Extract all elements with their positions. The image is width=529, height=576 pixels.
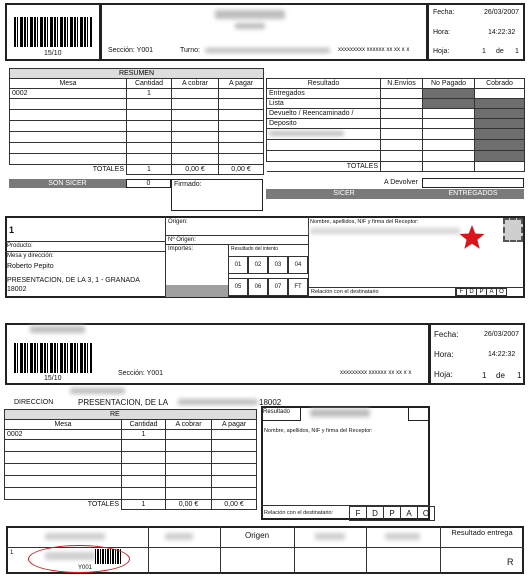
barcode-number-2: 15/10 (44, 375, 62, 382)
cell (172, 89, 219, 99)
table-row (5, 464, 257, 476)
recipient-cp: 18002 (7, 286, 27, 293)
fdpao-a: A (486, 289, 496, 295)
resumen-title: RESUMEN (10, 69, 264, 79)
col-resultado-entrega: Resultado entrega (451, 528, 513, 537)
fdpao-o: O (496, 289, 506, 295)
fecha-label-2: Fecha: (434, 330, 459, 339)
hoja-de-2: de (496, 371, 505, 380)
firma-receptor-label-2: Nombre, apellidos, NIF y firma del Receptor: (264, 428, 373, 434)
table-row (267, 140, 525, 151)
code-04: 04 (288, 256, 308, 274)
code-06: 06 (248, 278, 268, 296)
seccion-label: Sección: Y001 (108, 47, 154, 54)
fdpao-a: A (400, 506, 418, 521)
divider (5, 251, 165, 252)
row-number: 1 (10, 550, 14, 556)
direccion-value: PRESENTACION, DE LA (78, 398, 169, 407)
resultado-table (266, 78, 525, 172)
col-cantidad: Cantidad (127, 79, 172, 89)
col-mesa-2: Mesa (5, 420, 122, 430)
table-row (5, 452, 257, 464)
totales-pagar: 0,00 € (219, 165, 264, 175)
seccion-label-2: Sección: Y001 (118, 370, 164, 377)
code-03: 03 (268, 256, 288, 274)
code-02: 02 (248, 256, 268, 274)
row-code: Y001 (78, 565, 93, 571)
col-cobrado: Cobrado (475, 79, 525, 89)
cliente-code: xxxxxxxxx xxxxxx xx xx x x (338, 47, 410, 53)
importes-shade (166, 285, 228, 297)
table-row (267, 109, 525, 119)
divider (440, 526, 441, 574)
hora-label: Hora: (433, 29, 451, 36)
fecha-value: 26/03/2007 (484, 9, 520, 16)
son-sicer-label: SON SICER (9, 179, 126, 188)
entregados-label: ENTREGADOS (422, 189, 524, 199)
cell: Deposito (267, 119, 381, 129)
totales-cobrar-2: 0,00 € (166, 500, 212, 510)
totales-cantidad: 1 (127, 165, 172, 175)
code-05: 05 (228, 278, 248, 296)
fdpao-f: F (349, 506, 367, 521)
redacted-resultado2 (310, 409, 370, 417)
redacted-direccion-top (70, 388, 125, 394)
cell: 0002 (5, 430, 122, 440)
delivery-number: 1 (9, 225, 15, 235)
hora-label-2: Hora: (434, 350, 454, 359)
redacted-header-4 (315, 533, 345, 540)
table-row (10, 99, 264, 110)
mesa-direccion-label: Mesa y dirección: (7, 253, 54, 259)
divider (5, 241, 165, 242)
fdpao-d: D (366, 506, 384, 521)
cell: 1 (127, 89, 172, 99)
resumen2-table (4, 409, 257, 510)
redacted-title (215, 10, 285, 19)
producto-label: Producto: (7, 243, 33, 249)
cell: 0002 (10, 89, 127, 99)
table-row (267, 119, 525, 129)
cell: Entregados (267, 89, 381, 99)
direccion-cp: 18002 (259, 398, 282, 407)
cell (219, 89, 264, 99)
col-mesa: Mesa (10, 79, 127, 89)
relacion-label: Relación con el destinatario (311, 289, 379, 295)
hoja-de: de (496, 48, 504, 55)
redacted-title-2 (30, 326, 85, 333)
totales-cantidad-2: 1 (122, 500, 166, 510)
table-row (10, 143, 264, 154)
code-07: 07 (268, 278, 288, 296)
hoja-label: Hoja: (433, 48, 450, 55)
totales-label-2: TOTALES (5, 500, 122, 510)
resultado-totales-label: TOTALES (267, 162, 381, 172)
col-a-pagar: A pagar (219, 79, 264, 89)
hoja-num: 1 (482, 48, 486, 55)
recipient-address: PRESENTACION, DE LA 3, 1 - GRANADA (7, 277, 140, 284)
cell: Lista (267, 99, 381, 109)
col-no-pagado: No Pagado (423, 79, 475, 89)
sicer-label: SICER (266, 189, 422, 199)
n-origen-label: Nº Origen: (168, 237, 196, 243)
fdpao-o: O (417, 506, 435, 521)
corner-box (503, 218, 523, 242)
col-n-envios: N.Envíos (381, 79, 423, 89)
direccion-label: DIRECCION (14, 399, 54, 406)
redacted-header-5 (385, 533, 420, 540)
recipient-name: Roberto Pepito (7, 263, 54, 270)
table-row (10, 154, 264, 165)
divider (165, 235, 308, 236)
relacion-label-2: Relación con el destinatario: (264, 510, 334, 516)
table-row (5, 488, 257, 500)
table-row (5, 440, 257, 452)
redacted-firma (310, 228, 460, 234)
fdpao-d: D (466, 289, 476, 295)
receptor2-corner (408, 406, 430, 421)
fecha-label: Fecha: (433, 9, 455, 16)
table-row (5, 430, 257, 440)
origen-label: Origen: (168, 219, 188, 225)
totales-label: TOTALES (10, 165, 127, 175)
code-01: 01 (228, 256, 248, 274)
hora-value-2: 14:22:32 (488, 351, 516, 358)
fdpao-boxes (455, 288, 507, 296)
barcode (14, 17, 92, 47)
divider (165, 244, 308, 245)
firmado-label: Firmado: (174, 181, 202, 188)
hoja-num-2: 1 (482, 371, 487, 380)
cliente-code-2: xxxxxxxxx xxxxxx xx xx x x (340, 370, 412, 376)
col-a-cobrar: A cobrar (172, 79, 219, 89)
table-row (10, 110, 264, 121)
fecha-value-2: 26/03/2007 (484, 331, 520, 338)
star-icon (458, 224, 486, 250)
col-a-pagar-2: A pagar (212, 420, 257, 430)
redacted-header-2 (165, 533, 193, 540)
divider (366, 526, 367, 574)
cell: 1 (122, 430, 166, 440)
firma-receptor-label: Nombre, apellidos, NIF y firma del Receptor: (310, 219, 419, 225)
hoja-label-2: Hoja: (434, 370, 453, 379)
divider (294, 526, 295, 574)
table-row (5, 476, 257, 488)
row-result: R (507, 557, 514, 567)
highlight-oval (28, 545, 130, 573)
table-row (10, 132, 264, 143)
table-row (10, 89, 264, 99)
cell: Devuelto / Reencaminado / (267, 109, 381, 119)
table-row (267, 129, 525, 140)
hoja-total: 1 (515, 48, 519, 55)
fdpao-p: P (383, 506, 401, 521)
table-row (10, 121, 264, 132)
col-origen: Origen (245, 531, 270, 540)
resumen-table (9, 68, 264, 175)
redacted-turno (205, 48, 330, 53)
hoja-total-2: 1 (517, 371, 522, 380)
redacted-subtitle (235, 23, 265, 29)
totales-cobrar: 0,00 € (172, 165, 219, 175)
hora-value: 14:22:32 (488, 29, 516, 36)
barcode-2 (14, 343, 92, 373)
redacted-header-1 (45, 533, 105, 540)
col-resultado: Resultado (267, 79, 381, 89)
divider (220, 526, 221, 574)
importes-label: Importes: (168, 246, 194, 252)
barcode-number: 15/10 (44, 50, 62, 57)
col-a-cobrar-2: A cobrar (166, 420, 212, 430)
receptor2-box (261, 406, 430, 520)
a-devolver-label: A Devolver (384, 179, 418, 186)
code-ft: FT (288, 278, 308, 296)
fdpao-p: P (476, 289, 486, 295)
divider (148, 526, 149, 574)
fdpao-f: F (456, 289, 466, 295)
resumen2-title: RE (5, 410, 257, 420)
a-devolver-box (422, 178, 524, 188)
resultado2-label: Resultado (263, 409, 291, 415)
son-sicer-value: 0 (126, 179, 171, 188)
totales-pagar-2: 0,00 € (212, 500, 257, 510)
divider (308, 216, 309, 298)
firmado-box (171, 179, 263, 211)
redacted-direccion (178, 399, 258, 405)
table-row (267, 89, 525, 99)
table-row (267, 99, 525, 109)
col-cantidad-2: Cantidad (122, 420, 166, 430)
fdpao-boxes-2 (350, 506, 435, 521)
turno-label: Turno: (180, 47, 200, 54)
resultado-intento-label: Resultado del intento (231, 246, 278, 252)
table-row (267, 151, 525, 162)
